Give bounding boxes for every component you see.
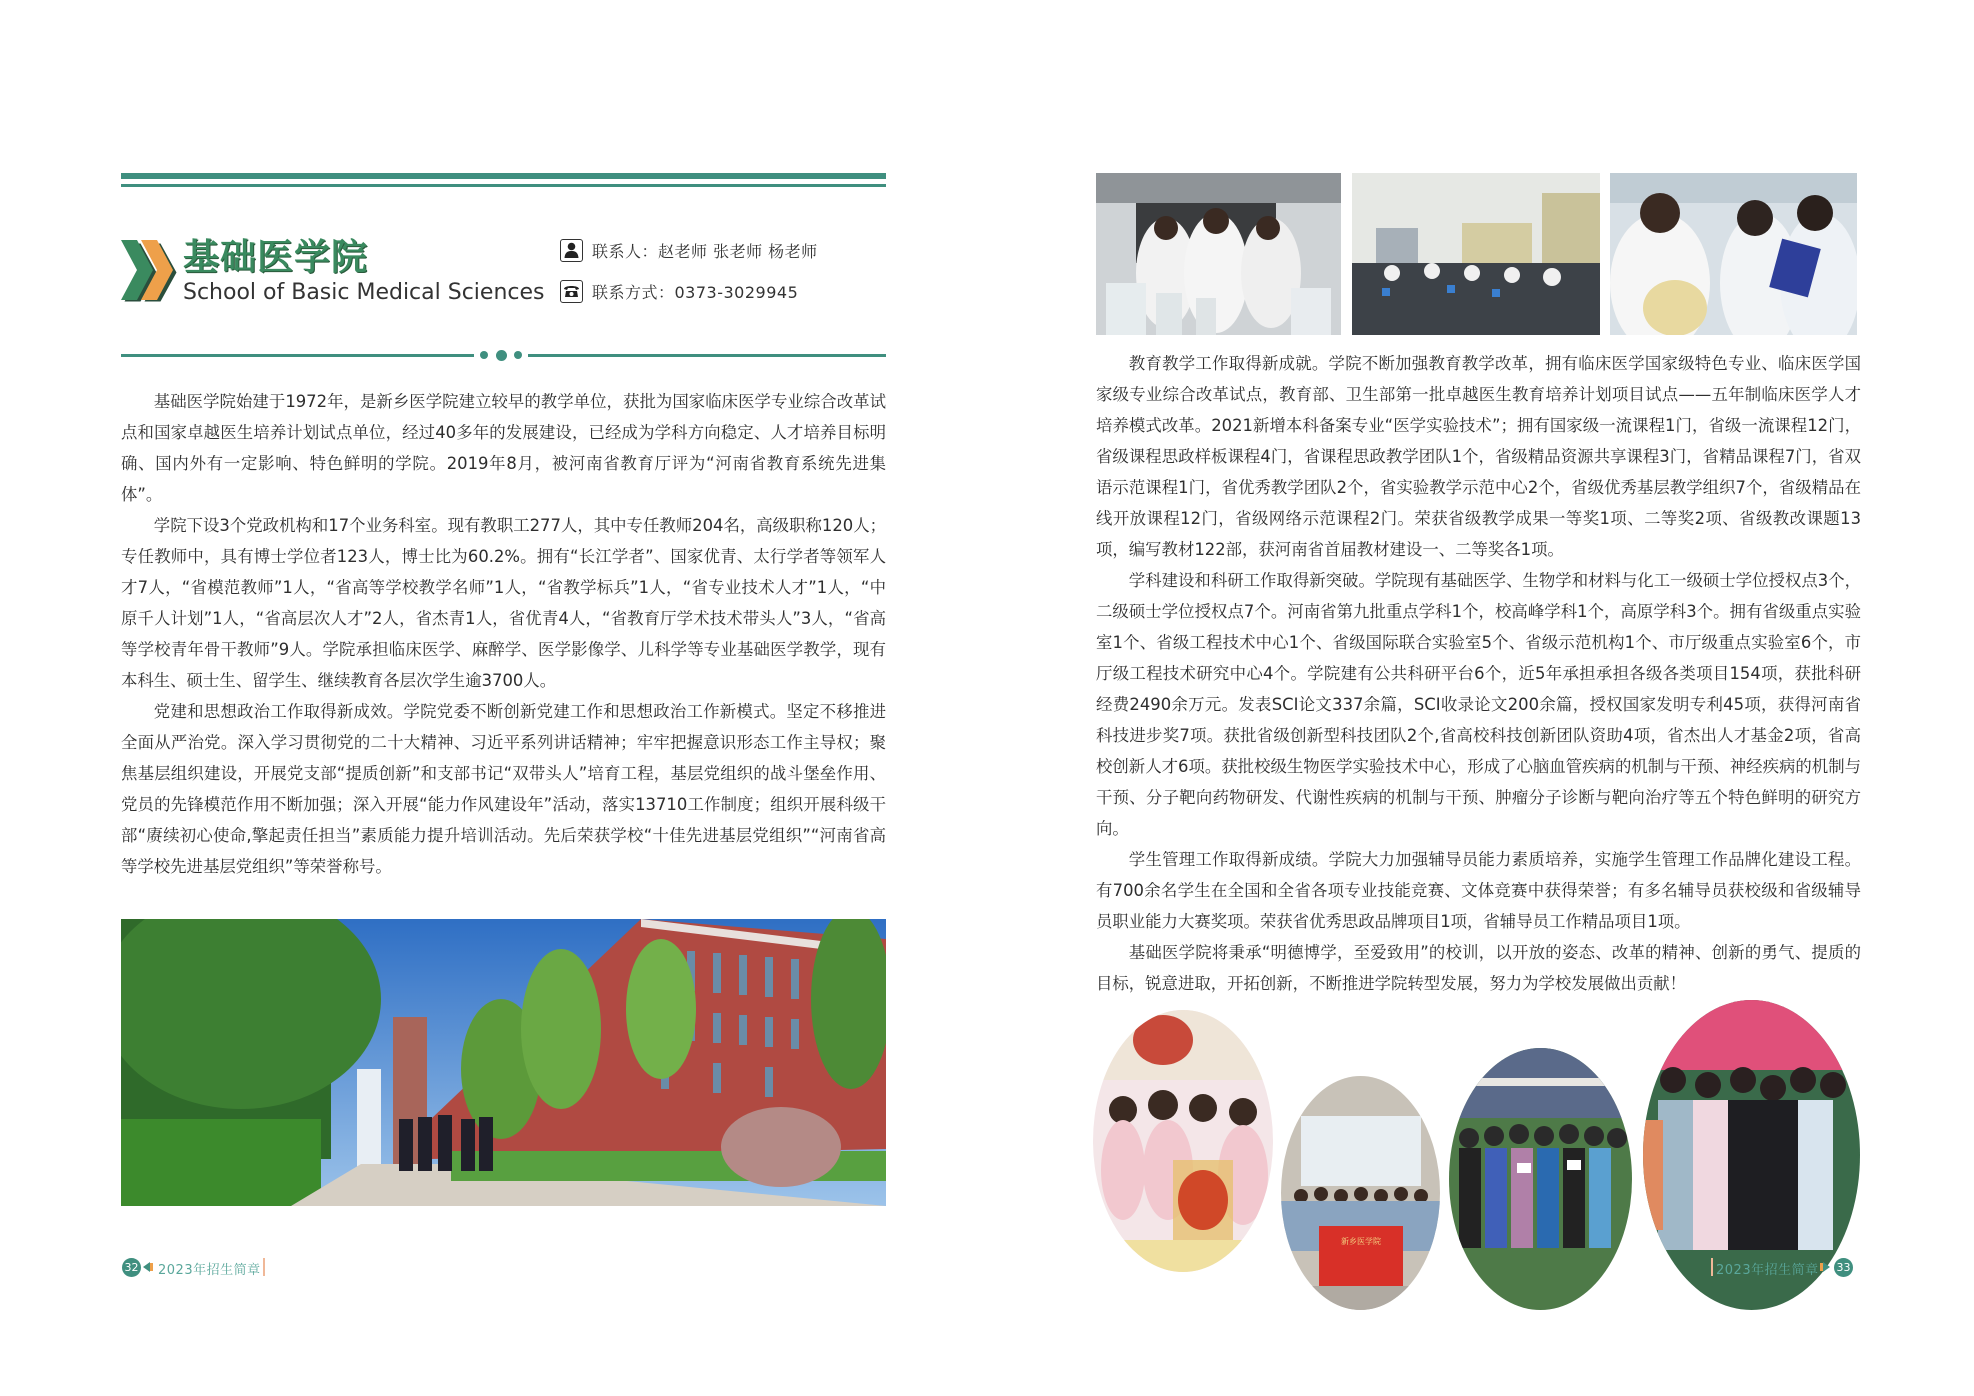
school-title-en: School of Basic Medical Sciences [183, 280, 545, 305]
divider-dot-large [496, 350, 507, 361]
page-number-badge: 33 [1834, 1258, 1853, 1277]
footer-label: 2023年招生简章 [1716, 1263, 1819, 1278]
footer-bar [263, 1258, 265, 1276]
photo-laboratory [1096, 173, 1341, 335]
paragraph-party: 党建和思想政治工作取得新成效。学院党委不断创新党建工作和思想政治工作新模式。坚定不移推进全面从严治党。深入学习贯彻党的二十大精神、习近平系列讲话精神；牢牢把握意识形态工作主导权；聚焦基层组织建设，开展党支部“提质创新”和支部书记“双带头人”培育工程，基层党组织的战斗堡垒作用、党员的先锋模范作用不断加强；深入开展“能力作风建设年”活动，落实13710工作制度；组织开展科级干部“赓续初心使命,擎起责任担当”素质能力提升培训活动。先后荣获学校“十佳先进基层党组织”“河南省高等学校先进基层党组织”等荣誉称号。 [121, 702, 886, 876]
header-rule-thick [121, 173, 886, 179]
arrow-left-icon [143, 1262, 153, 1272]
contact-person-text: 联系人：赵老师 张老师 杨老师 [592, 241, 818, 261]
divider-dot [480, 351, 488, 359]
contact-person-row [560, 238, 818, 262]
footer-bar [1711, 1258, 1713, 1276]
paragraph-students: 学生管理工作取得新成绩。学院大力加强辅导员能力素质培养，实施学生管理工作品牌化建设工程。有700余名学生在全国和全省各项专业技能竞赛、文体竞赛中获得荣誉；有多名辅导员获校级和省级辅导员职业能力大赛奖项。荣获省优秀思政品牌项目1项，省辅导员工作精品项目1项。 [1096, 850, 1861, 931]
campus-photo [121, 919, 886, 1206]
divider-dot [514, 351, 522, 359]
divider-line-left [121, 354, 474, 357]
header-rule-thin [121, 184, 886, 187]
footer-label: 2023年招生简章 [158, 1263, 261, 1278]
contact-phone-text: 联系方式：0373-3029945 [592, 282, 799, 302]
paragraph-staff: 学院下设3个党政机构和17个业务科室。现有教职工277人，其中专任教师204名，高级职称120人；专任教师中，具有博士学位者123人，博士比为60.2%。拥有“长江学者”、国家优青、太行学者等领军人才7人，“省模范教师”1人，“省高等学校教学名师”1人，“省教学标兵”1人，“省专业技术人才”1人，“中原千人计划”1人，“省高层次人才”2人，省杰青1人，省优青4人，“省教育厅学术技术带头人”3人，“省高等学校青年骨干教师”9人。学院承担临床医学、麻醉学、医学影像学、儿科学等专业基础医学教学，现有本科生、硕士生、留学生、继续教育各层次学生逾3700人。 [121, 516, 886, 690]
school-title-cn: 基础医学院 [183, 237, 369, 278]
right-body-text [1096, 348, 1861, 999]
banner-text: 新乡医学院 [1341, 1237, 1381, 1246]
paragraph-intro: 基础医学院始建于1972年，是新乡医学院建立较早的教学单位，获批为国家临床医学专业综合改革试点和国家卓越医生培养计划试点单位，经过40多年的发展建设，已经成为学科方向稳定、人才培养目标明确、国内外有一定影响、特色鲜明的学院。2019年8月，被河南省教育厅评为“河南省教育系统先进集体”。 [121, 392, 886, 504]
paragraph-teaching: 教育教学工作取得新成就。学院不断加强教育教学改革，拥有临床医学国家级特色专业、临床医学国家级专业综合改革试点，教育部、卫生部第一批卓越医生教育培养计划项目试点——五年制临床医学人才培养模式改革。2021新增本科备案专业“医学实验技术”；拥有国家级一流课程1门，省级一流课程12门，省级课程思政样板课程4门，省课程思政教学团队1个，省级精品资源共享课程3门，省精品课程7门，省双语示范课程1门，省优秀教学团队2个，省实验教学示范中心2个，省级优秀基层教学组织7个，省级精品在线开放课程12门，省级网络示范课程2门。荣获省级教学成果一等奖1项、二等奖2项、省级教改课题13项，编写教材122部，获河南省首届教材建设一、二等奖各1项。 [1096, 354, 1861, 559]
photo-anatomy-teaching [1610, 173, 1857, 335]
page-number-badge: 32 [122, 1258, 141, 1277]
circle-photo-specimen [1093, 1010, 1273, 1272]
divider-line-right [528, 354, 886, 357]
telephone-icon [560, 280, 583, 303]
person-icon [560, 239, 583, 262]
circle-photo-party-training [1281, 1076, 1440, 1310]
paragraph-research: 学科建设和科研工作取得新突破。学院现有基础医学、生物学和材料与化工一级硕士学位授权点3个，二级硕士学位授权点7个。河南省第九批重点学科1个，校高峰学科1个，高原学科3个。拥有省级重点实验室1个、省级工程技术中心1个、省级国际联合实验室5个、省级示范机构1个、市厅级重点实验室6个，市厅级工程技术研究中心4个。学院建有公共科研平台6个，近5年承担承担各级各类项目154项，获批科研经费2490余万元。发表SCI论文337余篇，SCI收录论文200余篇，授权国家发明专利45项，获得河南省科技进步奖7项。获批省级创新型科技团队2个,省高校科技创新团队资助4项，省杰出人才基金2项，省高校创新人才6项。获批校级生物医学实验技术中心，形成了心脑血管疾病的机制与干预、神经疾病的机制与干预、分子靶向药物研发、代谢性疾病的机制与干预、肿瘤分子诊断与靶向治疗等五个特色鲜明的研究方向。 [1096, 571, 1861, 838]
photo-computer-classroom [1352, 173, 1600, 335]
contact-phone-row [560, 279, 798, 303]
chevron-logo-icon [121, 240, 177, 302]
paragraph-closing: 基础医学院将秉承“明德博学，至爱致用”的校训，以开放的姿态、改革的精神、创新的勇气、提质的目标，锐意进取，开拓创新，不断推进学院转型发展，努力为学校发展做出贡献！ [1096, 943, 1861, 993]
arrow-right-icon [1820, 1262, 1830, 1272]
left-body-text [121, 386, 886, 882]
circle-photo-sports-meet [1449, 1048, 1632, 1310]
